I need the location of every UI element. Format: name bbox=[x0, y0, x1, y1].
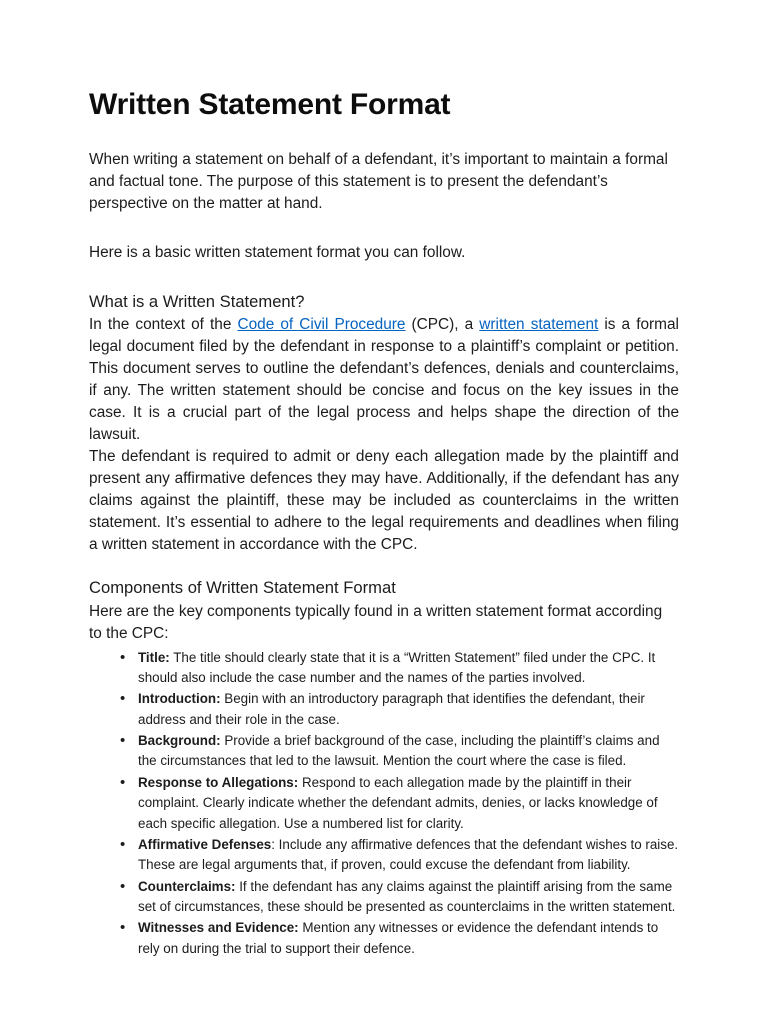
body-middle-text: (CPC), a bbox=[405, 315, 480, 333]
list-item bbox=[89, 689, 679, 730]
section-body-what-is bbox=[89, 314, 679, 446]
list-item-description: Begin with an introductory paragraph that identifies the defendant, their address and their role in the case. bbox=[138, 691, 645, 727]
list-item-term: Counterclaims: bbox=[138, 878, 236, 894]
components-list bbox=[89, 648, 679, 960]
list-item-description: : Include any affirmative defences that the defendant wishes to raise. These are legal arguments that, if proven, could excuse the defendant from liability. bbox=[138, 836, 679, 873]
list-item-term: Background: bbox=[138, 733, 221, 749]
list-item-description: Respond to each allegation made by the plaintiff in their complaint. Clearly indicate whether the defendant admits, denies, or lacks knowledge of each specific allegation. Use a numbered list for clarity. bbox=[138, 774, 658, 831]
list-item bbox=[89, 877, 679, 918]
list-item-description: The title should clearly state that it is a “Written Statement” filed under the CPC. It should also include the case number and the names of the parties involved. bbox=[138, 649, 656, 685]
body-suffix-text: is a formal legal document filed by the defendant in response to a plaintiff’s complaint or petition. This document serves to outline the defendant’s defences, denials and counterclaims, if any. The written statement should be concise and focus on the key issues in the case. It is a crucial part of the legal process and helps shape the direction of the lawsuit. bbox=[89, 315, 679, 444]
body-prefix-text: In the context of the bbox=[89, 315, 238, 333]
section-heading-components: Components of Written Statement Format bbox=[89, 578, 396, 598]
list-item-description: If the defendant has any claims against the plaintiff arising from the same set of circumstances, these should be presented as counterclaims in the written statement. bbox=[138, 878, 676, 915]
section-spacer bbox=[89, 278, 679, 291]
paragraph-spacer bbox=[89, 229, 679, 242]
section-heading-what-is: What is a Written Statement? bbox=[89, 291, 305, 311]
link-code-of-civil-procedure[interactable]: Code of Civil Procedure bbox=[237, 315, 406, 333]
intro-paragraph: When writing a statement on behalf of a defendant, it’s important to maintain a formal and factual tone. The purpose of this statement is to present the defendant’s perspective on the matter at hand. bbox=[89, 150, 668, 212]
link-written-statement[interactable]: written statement bbox=[479, 315, 599, 333]
list-item-term: Introduction: bbox=[138, 691, 221, 707]
list-item-description: Provide a brief background of the case, including the plaintiff’s claims and the circumstances that led to the lawsuit. Mention the court where the case is filed. bbox=[138, 733, 660, 769]
list-item bbox=[89, 918, 679, 959]
list-item bbox=[89, 731, 679, 772]
list-item bbox=[89, 835, 679, 876]
lead-paragraph: Here is a basic written statement format you can follow. bbox=[89, 243, 466, 261]
components-intro: Here are the key components typically found in a written statement format according to the CPC: bbox=[89, 602, 663, 642]
list-item-term: Response to Allegations: bbox=[138, 774, 299, 790]
components-spacer bbox=[89, 570, 679, 577]
list-item-term: Title: bbox=[138, 649, 170, 665]
section-body-second-paragraph: The defendant is required to admit or deny each allegation made by the plaintiff and present any affirmative defences they may have. Additionally, if the defendant has any claims against the plaintiff, these may be included as counterclaims in the written statement. It’s essential to adhere to the legal requirements and deadlines when filing a written statement in accordance with the CPC. bbox=[89, 448, 679, 554]
page-title: Written Statement Format bbox=[89, 88, 451, 121]
list-item-term: Affirmative Defenses bbox=[138, 836, 272, 852]
list-item bbox=[89, 773, 679, 834]
list-item bbox=[89, 648, 679, 689]
list-item-term: Witnesses and Evidence: bbox=[138, 920, 299, 936]
list-item-description: Mention any witnesses or evidence the defendant intends to rely on during the trial to support their defence. bbox=[138, 920, 659, 956]
